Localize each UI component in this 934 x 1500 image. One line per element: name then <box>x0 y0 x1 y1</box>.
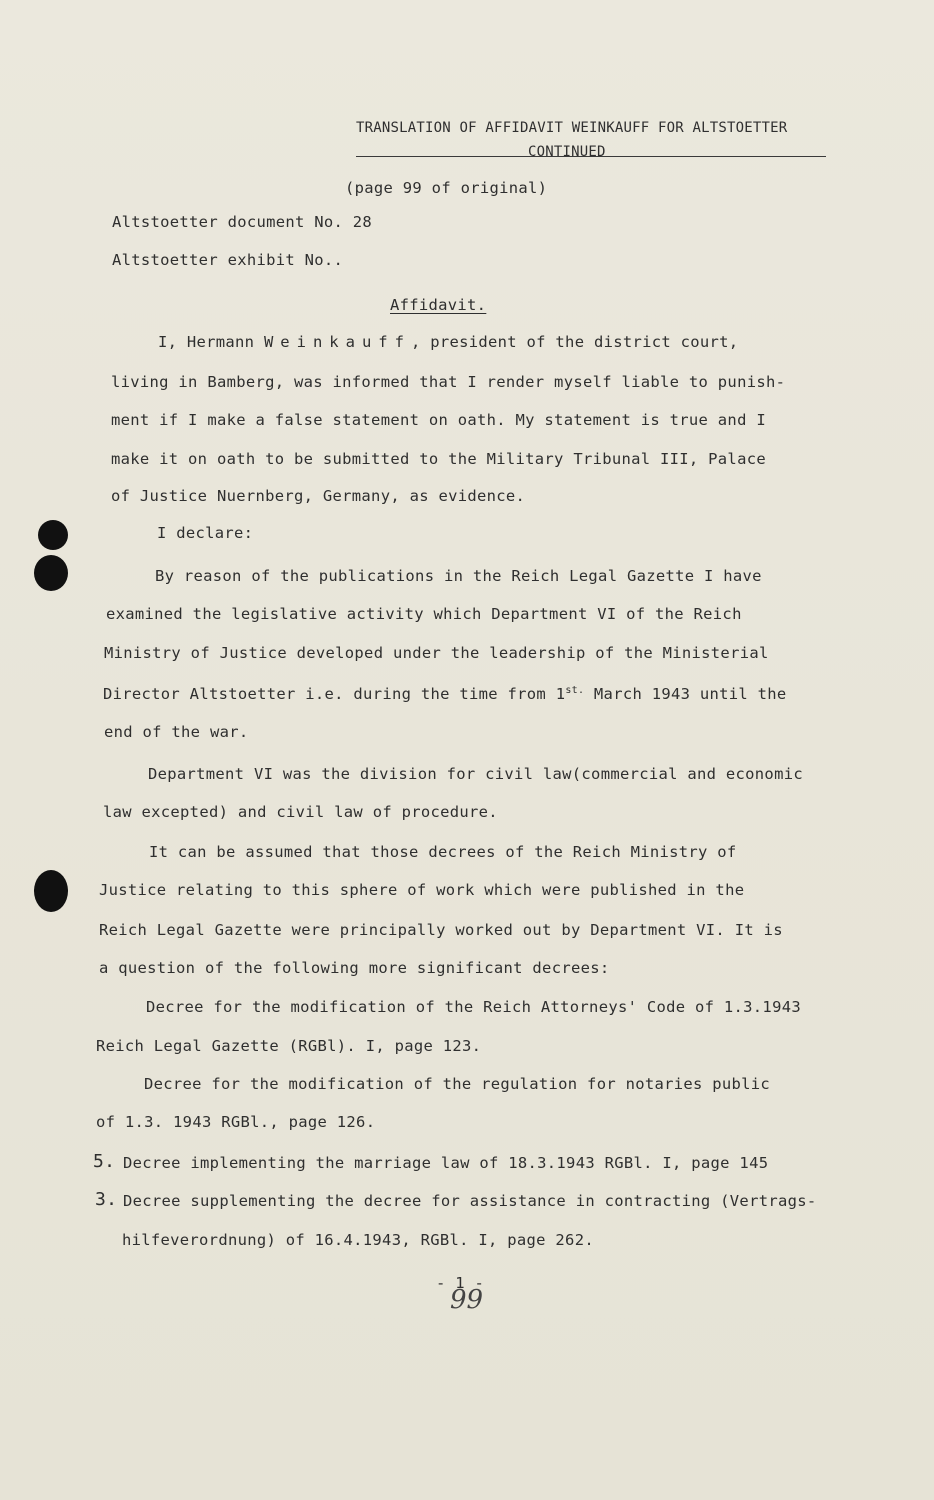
header-continued: CONTINUED <box>528 144 606 160</box>
p2-l4-superscript: st. <box>565 684 585 696</box>
paragraph-1-line-2: living in Bamberg, was informed that I render myself liable to punish- <box>111 373 786 391</box>
decree-2-line-1: Decree for the modification of the regulation for notaries public <box>144 1075 771 1093</box>
exhibit-number: Altstoetter exhibit No.. <box>112 251 344 269</box>
paragraph-1-line-4: make it on oath to be submitted to the Military Tribunal III, Palace <box>111 450 766 468</box>
decree-1-line-2: Reich Legal Gazette (RGBl). I, page 123. <box>96 1037 482 1055</box>
paragraph-3-line-1: Department VI was the division for civil law(commercial and economic <box>148 765 803 783</box>
paragraph-4-line-1: It can be assumed that those decrees of the Reich Ministry of <box>149 843 737 861</box>
affidavit-title: Affidavit. <box>390 296 487 314</box>
p2-l4a: Director Altstoetter i.e. during the time from 1 <box>103 685 566 703</box>
p1-name-spaced: Weinkauff <box>263 333 411 351</box>
page-number: - 1 - <box>436 1274 485 1292</box>
paragraph-4-line-4: a question of the following more significant decrees: <box>99 959 610 977</box>
decree-4-line-2: hilfeverordnung) of 16.4.1943, RGBl. I, page 262. <box>122 1231 594 1249</box>
paragraph-3-line-2: law excepted) and civil law of procedure. <box>103 803 498 821</box>
page-reference: (page 99 of original) <box>345 179 548 197</box>
header-title: TRANSLATION OF AFFIDAVIT WEINKAUFF FOR ALTSTOETTER <box>356 120 788 136</box>
paragraph-4-line-3: Reich Legal Gazette were principally worked out by Department VI. It is <box>99 921 783 939</box>
punch-hole-lower <box>34 870 68 912</box>
handwritten-page-number: 99 <box>450 1285 484 1315</box>
paragraph-1-line-3: ment if I make a false statement on oath. My statement is true and I <box>111 411 766 429</box>
decree-3-number: 5. <box>93 1151 116 1172</box>
punch-hole-top <box>38 520 68 550</box>
decree-2-line-2: of 1.3. 1943 RGBl., page 126. <box>96 1113 376 1131</box>
declare-line: I declare: <box>157 524 254 542</box>
document-number: Altstoetter document No. 28 <box>112 213 373 231</box>
decree-4-number: 3. <box>95 1189 118 1210</box>
paragraph-2-line-4 <box>103 684 787 704</box>
paragraph-2-line-2: examined the legislative activity which Department VI of the Reich <box>106 605 742 623</box>
decree-3-line-1: Decree implementing the marriage law of 18.3.1943 RGBl. I, page 145 <box>123 1154 769 1172</box>
decree-1-line-1: Decree for the modification of the Reich Attorneys' Code of 1.3.1943 <box>146 998 801 1016</box>
decree-4-line-1: Decree supplementing the decree for assistance in contracting (Vertrags- <box>123 1192 817 1210</box>
paragraph-4-line-2: Justice relating to this sphere of work which were published in the <box>99 881 745 899</box>
paragraph-2-line-1: By reason of the publications in the Reich Legal Gazette I have <box>155 567 762 585</box>
p2-l4b: March 1943 until the <box>584 685 787 703</box>
p1-l1c: , president of the district court, <box>410 333 739 351</box>
paragraph-1-line-1 <box>158 332 738 352</box>
paragraph-2-line-5: end of the war. <box>104 723 249 741</box>
punch-hole-middle <box>34 555 68 591</box>
paragraph-2-line-3: Ministry of Justice developed under the leadership of the Ministerial <box>104 644 769 662</box>
p1-l1a: I, Hermann <box>158 333 264 351</box>
paragraph-1-line-5: of Justice Nuernberg, Germany, as evidence. <box>111 487 526 505</box>
